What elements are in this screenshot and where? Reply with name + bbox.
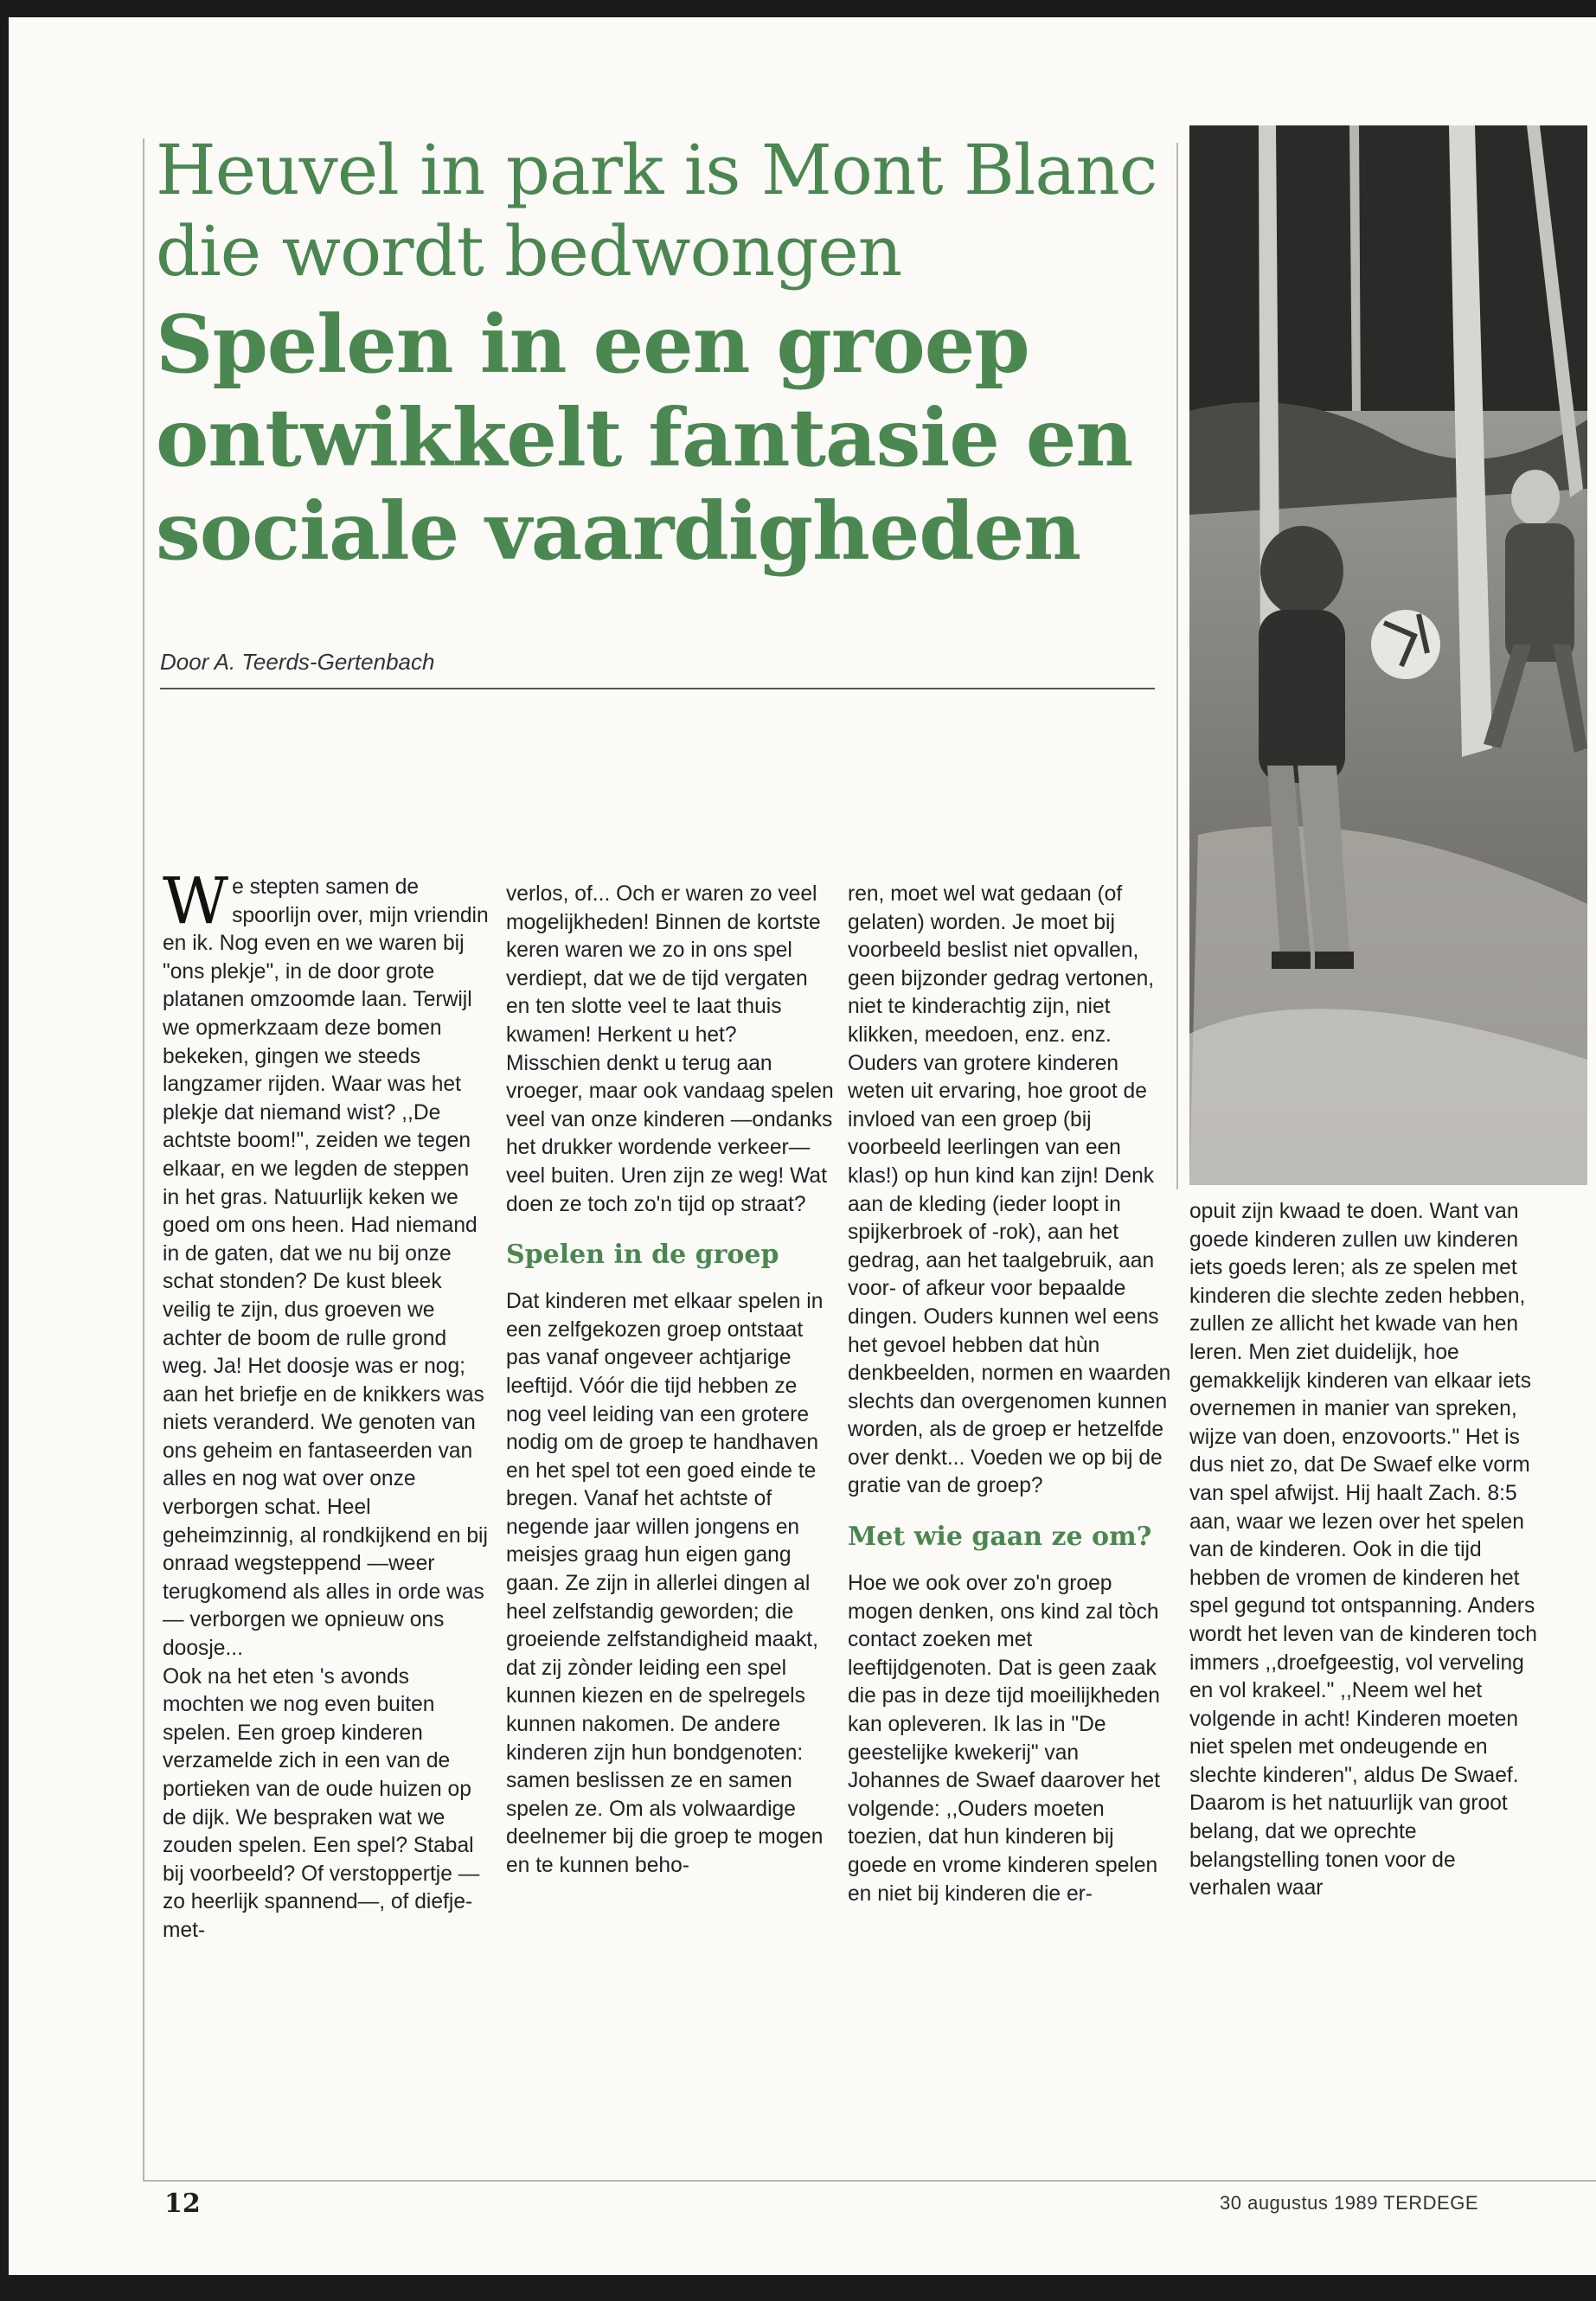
headline-main-line-3: sociale vaardigheden bbox=[156, 484, 1081, 578]
headline bbox=[156, 130, 1159, 578]
headline-main-line-1: Spelen in een groep bbox=[156, 298, 1029, 391]
page-number: 12 bbox=[164, 2189, 201, 2219]
headline-main-line-2: ontwikkelt fantasie en bbox=[156, 391, 1133, 484]
column-3-paragraph-2: Hoe we ook over zo'n groep mogen denken, ons kind zal tòch contact zoeken met leeftijdgenoten. Dat is geen zaak die pas in deze tijd moeilijkheden kan opleveren. Ik las in "De geestelijke kwekerij" van Johannes de Swaef daarover het volgende: ,,Ouders moeten toezien, dat hun kinderen bij goede en vrome kinderen spelen en niet bij kinderen die er- bbox=[848, 1572, 1160, 1906]
column-2-paragraph-2: Dat kinderen met elkaar spelen in een zelfgekozen groep ontstaat pas vanaf ongeveer achtjarige leeftijd. Vóór die tijd hebben ze nog veel leiding van een grotere nodig om de groep te handhaven en het spel tot een goed einde te bregen. Vanaf het achtste of negende jaar willen jongens en meisjes graag hun eigen gang gaan. Ze zijn in allerlei dingen al heel zelfstandig geworden; die groeiende zelfstandigheid maakt, dat zij zònder leiding een spel kunnen kiezen en de spelregels kunnen nakomen. De andere kinderen zijn hun bondgenoten: samen beslissen ze en samen spelen ze. Om als volwaardige deelnemer bij die groep te mogen en te kunnen beho- bbox=[506, 1290, 824, 1877]
headline-kicker-line-2: die wordt bedwongen bbox=[156, 211, 902, 292]
column-1-text: e stepten samen de spoorlijn over, mijn vriendin en ik. Nog even en we waren bij "ons plekje", in de door grote platanen omzoomde laan. Terwijl we opmerkzaam deze bomen bekeken, gingen we steeds langzamer rijden. Waar was het plekje dat niemand wist? ,,De achtste boom!", zeiden we tegen elkaar, en we legden de steppen in het gras. Natuurlijk keken we goed om ons heen. Had niemand in de gaten, dat we nu bij onze schat stonden? De kust bleek veilig te zijn, dus groeven we achter de boom de rulle grond weg. Ja! Het doosje was er nog; aan het briefje en de knikkers was niets veranderd. We genoten van ons geheim en fantaseerden van alles en nog wat over onze verborgen schat. Heel geheimzinnig, al rondkijkend en bij onraad wegsteppend —weer terugkomend als alles in orde was— verborgen we opnieuw ons doosje... bbox=[163, 875, 489, 1661]
headline-kicker-line-1: Heuvel in park is Mont Blanc bbox=[156, 130, 1157, 210]
issue-date: 30 augustus 1989 TERDEGE bbox=[1220, 2192, 1478, 2214]
article-column-1 bbox=[163, 864, 491, 1945]
article-column-2 bbox=[506, 881, 835, 1881]
frame-rule-bottom bbox=[143, 2180, 1596, 2182]
byline: Door A. Teerds-Gertenbach bbox=[160, 649, 435, 675]
column-1-paragraph-2: Ook na het eten 's avonds mochten we nog even buiten spelen. Een groep kinderen verzamelde zich in een van de portieken van de oude huizen op de dijk. We bespraken wat we zouden spelen. Een spel? Stabal bij voorbeeld? Of verstoppertje —zo heerlijk spannend—, of diefje-met- bbox=[163, 1664, 480, 1942]
subhead-spelen-in-de-groep: Spelen in de groep bbox=[506, 1240, 779, 1271]
frame-rule-middle bbox=[1176, 143, 1178, 1189]
article-column-4 bbox=[1189, 1198, 1540, 1903]
column-2-text: verlos, of... Och er waren zo veel mogelijkheden! Binnen de kortste keren waren we zo in ons spel verdiept, dat we de tijd vergaten en ten slotte veel te laat thuis kwamen! Herkent u het? Misschien denkt u terug aan vroeger, maar ook vandaag spelen veel van onze kinderen —ondanks het drukker wordende verkeer— veel buiten. Uren zijn ze weg! Wat doen ze toch zo'n tijd op straat? bbox=[506, 882, 834, 1216]
column-4-text: opuit zijn kwaad te doen. Want van goede kinderen zullen uw kinderen iets goeds leren; als ze spelen met kinderen die slechte zeden hebben, zullen ze allicht het kwade van hen leren. Men ziet duidelijk, hoe gemakkelijk kinderen van elkaar iets overnemen in manier van spreken, wijze van doen, enzovoorts." Het is dus niet zo, dat De Swaef elke vorm van spel afwijst. Hij haalt Zach. 8:5 aan, waar we lezen over het spelen van de kinderen. Ook in die tijd hebben de vromen de kinderen het spel gegund tot ontspanning. Anders wordt het leven van de kinderen toch immers ,,droefgeestig, vol verveling en vol krakeel." ,,Neem wel het volgende in acht! Kinderen moeten niet spelen met ondeugende en slechte kinderen", aldus De Swaef. bbox=[1189, 1200, 1537, 1787]
frame-rule-left bbox=[143, 138, 144, 2180]
article-photo bbox=[1189, 125, 1587, 1185]
paragraph-intro bbox=[163, 864, 491, 1663]
column-4-paragraph-2: Daarom is het natuurlijk van groot belang, dat we oprechte belangstelling tonen voor de verhalen waar bbox=[1189, 1791, 1508, 1900]
article-column-3 bbox=[848, 881, 1176, 1908]
dropcap: W bbox=[163, 864, 229, 939]
photo-children-playing-ball bbox=[1189, 125, 1587, 1185]
byline-rule bbox=[160, 688, 1155, 689]
subhead-met-wie-gaan-ze-om: Met wie gaan ze om? bbox=[848, 1522, 1152, 1553]
column-3-text: ren, moet wel wat gedaan (of gelaten) worden. Je moet bij voorbeeld beslist niet opvallen, geen bijzonder gedrag vertonen, niet te kinderachtig zijn, niet klikken, meedoen, enz. enz. Ouders van grotere kinderen weten uit ervaring, hoe groot de invloed van een groep (bij voorbeeld leerlingen van een klas!) op hun kind kan zijn! Denk aan de kleding (ieder loopt in spijkerbroek of -rok), aan het gedrag, aan het taalgebruik, aan voor- of afkeur voor bepaalde dingen. Ouders kunnen wel eens het gevoel hebben dat hùn denkbeelden, normen en waarden slechts dan overgenomen kunnen worden, als de groep er hetzelfde over denkt... Voeden we op bij de gratie van de groep? bbox=[848, 882, 1171, 1498]
